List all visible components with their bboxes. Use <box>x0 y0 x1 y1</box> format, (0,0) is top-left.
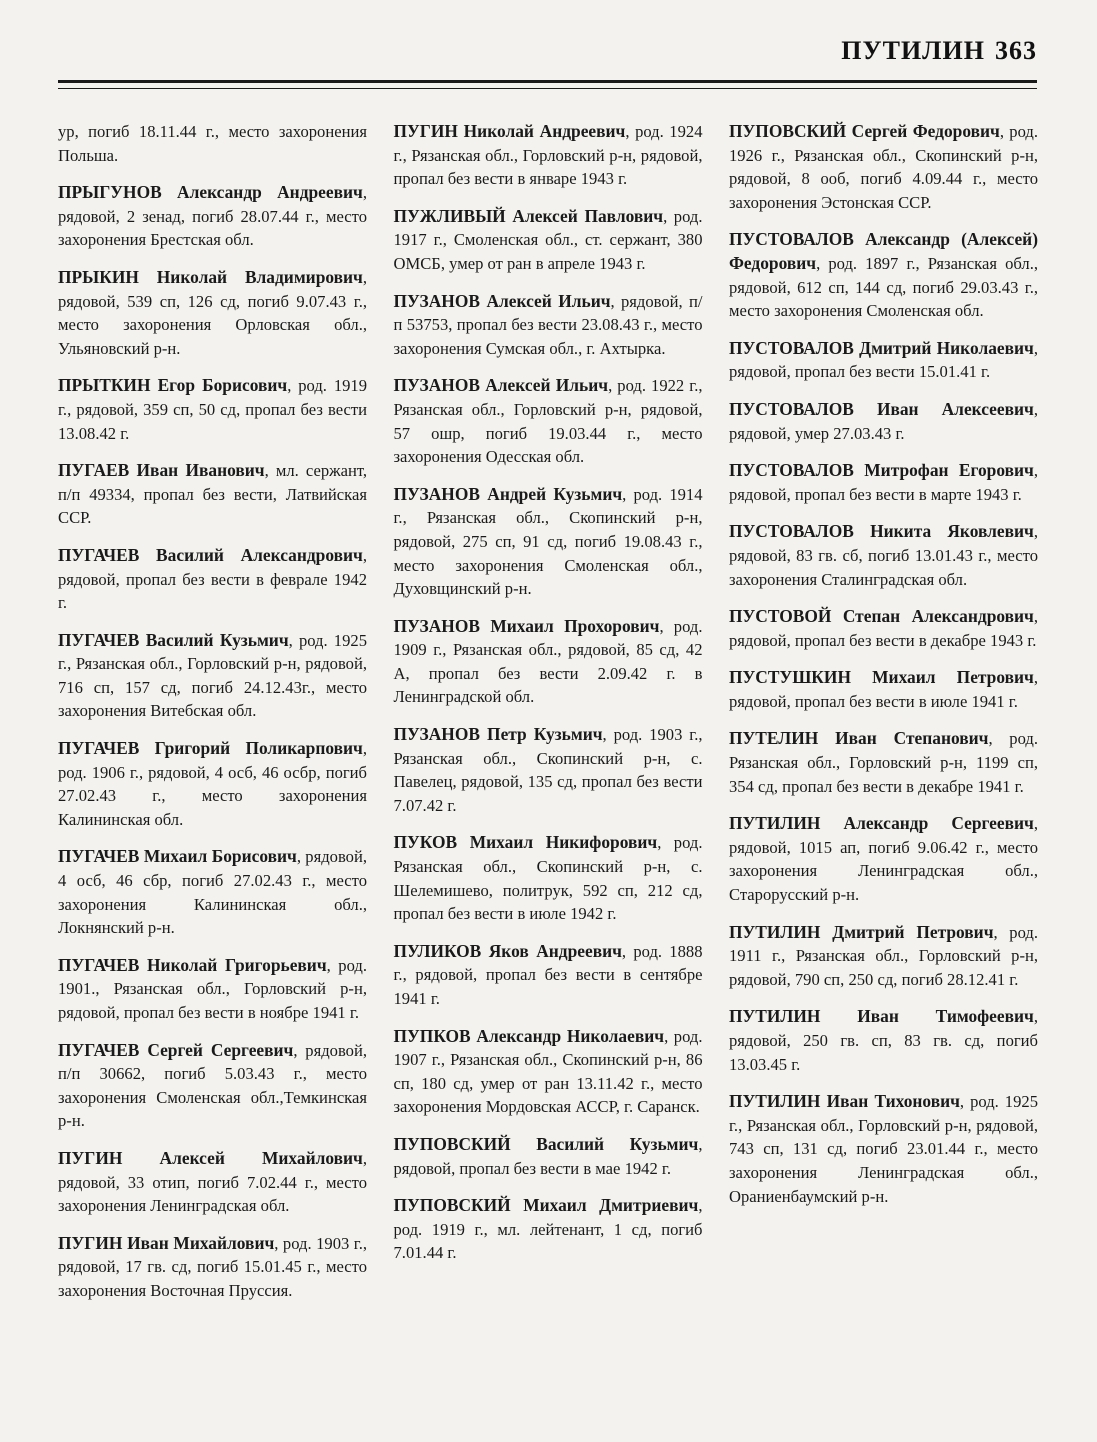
entry-text: , рядовой, пропал без вести в мае 1942 г. <box>393 1134 703 1178</box>
entry <box>729 921 1038 992</box>
header-rule-thin <box>58 88 1037 89</box>
entry-text: , рядовой, пропал без вести в марте 1943 г. <box>729 461 1038 504</box>
entry-text: , рядовой, 83 гв. сб, погиб 13.01.43 г., место захоронения Сталинградская обл. <box>729 522 1038 589</box>
entry-name: ПУТЕЛИН Иван Степанович <box>729 728 989 749</box>
entry <box>394 615 703 709</box>
column-2 <box>394 120 703 1317</box>
entry <box>394 940 703 1011</box>
entry <box>58 1232 367 1303</box>
entry-text: , род. 1925 г., Рязанская обл., Горловский р-н, рядовой, 743 сп, 131 сд, погиб 23.01.44 г., место захоронения Ленинградская обл., Ораниенбаумский р-н. <box>729 1092 1038 1206</box>
entry-text: , рядовой, пропал без вести 15.01.41 г. <box>729 338 1038 382</box>
entry-text: , рядовой, умер 27.03.43 г. <box>729 399 1038 443</box>
entry <box>729 398 1038 445</box>
entry <box>58 120 367 167</box>
entry-text: , род. 1922 г., Рязанская обл., Горловский р-н, рядовой, 57 ошр, погиб 19.03.44 г., место захоронения Одесская обл. <box>393 376 703 467</box>
entry-text: , рядовой, 250 гв. сп, 83 гв. сд, погиб 13.03.45 г. <box>729 1007 1038 1074</box>
entry-text: , рядовой, пропал без вести в феврале 1942 г. <box>58 545 367 613</box>
entry-name: ПУЗАНОВ Петр Кузьмич <box>393 724 603 745</box>
entry-name: ПУЛИКОВ Яков Андреевич <box>393 940 622 961</box>
entry-text: ур, погиб 18.11.44 г., место захоронения Польша. <box>58 122 367 165</box>
entry-name: ПУСТУШКИН Михаил Петрович <box>729 667 1034 688</box>
entry-name: ПУПОВСКИЙ Василий Кузьмич <box>393 1133 699 1154</box>
column-3 <box>729 120 1038 1317</box>
entry-text: , род. 1903 г., рядовой, 17 гв. сд, погиб 15.01.45 г., место захоронения Восточная Пруссия. <box>58 1233 368 1300</box>
entry-text: , мл. сержант, п/п 49334, пропал без вести, Латвийская ССР. <box>58 461 367 528</box>
entry-name: ПУТИЛИН Александр Сергеевич <box>729 813 1034 834</box>
entry-name: ПРЫГУНОВ Александр Андреевич <box>58 182 363 203</box>
running-head <box>841 36 1037 66</box>
entry <box>729 459 1038 506</box>
entry <box>394 120 703 191</box>
entry-name: ПУСТОВАЛОВ Никита Яковлевич <box>729 521 1034 542</box>
entry <box>394 290 703 361</box>
entry-text: , род. 1925 г., Рязанская обл., Горловский р-н, рядовой, 716 сп, 157 сд, погиб 24.12.43г., место захоронения Витебская обл. <box>58 630 367 721</box>
entry-name: ПУТИЛИН Дмитрий Петрович <box>729 921 994 942</box>
entry <box>394 831 703 925</box>
entry <box>729 337 1038 384</box>
entry-name: ПУСТОВАЛОВ Дмитрий Николаевич <box>729 337 1034 358</box>
entry <box>394 374 703 468</box>
entry-name: ПУСТОВАЛОВ Иван Алексеевич <box>729 398 1034 419</box>
entry <box>58 954 367 1025</box>
entry <box>729 727 1038 798</box>
entry-name: ПУГИН Николай Андреевич <box>393 121 626 141</box>
entry-name: ПУПОВСКИЙ Сергей Федорович <box>729 121 1000 141</box>
entry-name: ПУПОВСКИЙ Михаил Дмитриевич <box>393 1195 699 1216</box>
entry <box>394 1194 703 1265</box>
entry-name: ПУГАЧЕВ Василий Александрович <box>58 544 363 565</box>
entry-text: , род. Рязанская обл., Горловский р-н, 1199 сп, 354 сд, пропал без вести в декабре 1941 г. <box>729 729 1038 796</box>
entry <box>729 228 1038 322</box>
entry-text: , род. 1909 г., Рязанская обл., рядовой, 85 сд, 42 А, пропал без вести 2.09.42 г. в Ленинградской обл. <box>393 616 703 707</box>
entry <box>729 605 1038 652</box>
entry-text: , род. Рязанская обл., Скопинский р-н, с. Шелемишево, политрук, 592 сп, 212 сд, пропал без вести в июле 1942 г. <box>393 833 703 924</box>
entry-text: , рядовой, пропал без вести в декабре 1943 г. <box>729 607 1038 650</box>
entry-text: , род. 1911 г., Рязанская обл., Горловский р-н, рядовой, 790 сп, 250 сд, погиб 28.12.41 г. <box>729 922 1038 989</box>
entry <box>58 845 367 939</box>
entry-name: ПУГИН Иван Михайлович <box>58 1232 275 1253</box>
header-title: ПУТИЛИН <box>841 36 985 65</box>
entry <box>729 120 1038 214</box>
entry-name: ПУЗАНОВ Михаил Прохорович <box>393 615 660 636</box>
entry <box>394 483 703 601</box>
entry-text: , рядовой, 1015 ап, погиб 9.06.42 г., место захоронения Ленинградская обл., Старорусский р-н. <box>729 814 1038 905</box>
entry <box>394 1133 703 1180</box>
entry-name: ПУСТОВОЙ Степан Александрович <box>729 606 1034 627</box>
entry-text: , рядовой, 2 зенад, погиб 28.07.44 г., место захоронения Брестская обл. <box>58 183 367 250</box>
entry-text: , рядовой, 33 отип, погиб 7.02.44 г., место захоронения Ленинградская обл. <box>58 1148 367 1216</box>
entry-name: ПУГАЧЕВ Василий Кузьмич <box>58 629 289 650</box>
entry-name: ПРЫТКИН Егор Борисович <box>58 375 288 396</box>
entry <box>729 1005 1038 1076</box>
entry <box>58 266 367 360</box>
entry-text: , род. 1926 г., Рязанская обл., Скопинский р-н, рядовой, 8 ооб, погиб 4.09.44 г., место захоронения Эстонская ССР. <box>729 122 1038 212</box>
entry-text: , род. 1897 г., Рязанская обл., рядовой, 612 сп, 144 сд, погиб 29.03.43 г., место захоронения Смоленская обл. <box>729 253 1038 321</box>
entry-text: , род. 1917 г., Смоленская обл., ст. сержант, 380 ОМСБ, умер от ран в апреле 1943 г. <box>393 206 703 273</box>
entry <box>729 1090 1038 1208</box>
entry-text: , род. 1901., Рязанская обл., Горловский р-н, рядовой, пропал без вести в ноябре 1941 г. <box>58 955 367 1022</box>
entry <box>58 374 367 445</box>
column-1 <box>58 120 367 1317</box>
entry <box>58 629 367 723</box>
entry <box>394 723 703 817</box>
entry-name: ПУСТОВАЛОВ Митрофан Егорович <box>729 460 1034 481</box>
entry-name: ПУЖЛИВЫЙ Алексей Павлович <box>393 205 664 226</box>
entry-text: , род. 1888 г., рядовой, пропал без вести в сентябре 1941 г. <box>393 941 703 1008</box>
entry <box>58 459 367 530</box>
entry-name: ПУГАЧЕВ Михаил Борисович <box>58 846 297 867</box>
entry-text: , род. 1906 г., рядовой, 4 осб, 46 осбр, погиб 27.02.43 г., место захоронения Калининская обл. <box>58 739 367 829</box>
entry-name: ПРЫКИН Николай Владимирович <box>58 266 363 287</box>
entry-text: , род. 1907 г., Рязанская обл., Скопинский р-н, 86 сп, 180 сд, умер от ран 13.11.42 г., место захоронения Мордовская АССР, г. Саранск. <box>393 1026 703 1117</box>
entry-text: , род. 1903 г., Рязанская обл., Скопинский р-н, с. Павелец, рядовой, 135 сд, пропал без вести 7.07.42 г. <box>393 725 703 815</box>
entry <box>394 1025 703 1119</box>
entry <box>729 520 1038 591</box>
entry-text: , род. 1924 г., Рязанская обл., Горловский р-н, рядовой, пропал без вести в январе 1943 г. <box>393 122 703 189</box>
page-number: 363 <box>995 36 1037 65</box>
entry <box>58 1039 367 1133</box>
entry-name: ПУЗАНОВ Алексей Ильич <box>393 290 611 311</box>
entry-text: , рядовой, 4 осб, 46 сбр, погиб 27.02.43 г., место захоронения Калининская обл., Локнянский р-н. <box>58 847 368 938</box>
entry <box>729 666 1038 713</box>
entry-text: , род. 1919 г., рядовой, 359 сп, 50 сд, пропал без вести 13.08.42 г. <box>58 376 368 443</box>
header-rule-thick <box>58 80 1037 83</box>
entry-name: ПУТИЛИН Иван Тимофеевич <box>729 1006 1034 1027</box>
entry <box>58 181 367 252</box>
entry <box>58 1147 367 1218</box>
entry-text: , рядовой, 539 сп, 126 сд, погиб 9.07.43 г., место захоронения Орловская обл., Ульяновский р-н. <box>58 267 367 358</box>
entry <box>729 812 1038 906</box>
entry-name: ПУЗАНОВ Андрей Кузьмич <box>393 483 623 504</box>
entry-name: ПУГИН Алексей Михайлович <box>58 1147 363 1168</box>
entry-text: , рядовой, п/п 53753, пропал без вести 23.08.43 г., место захоронения Сумская обл., г. Ахтырка. <box>393 291 703 358</box>
entry-name: ПУГАЧЕВ Сергей Сергеевич <box>58 1039 294 1060</box>
entry-text: , род. 1914 г., Рязанская обл., Скопинский р-н, рядовой, 275 сп, 91 сд, погиб 19.08.43 г., место захоронения Смоленская обл., Духовщинский р-н. <box>393 484 703 599</box>
entry-name: ПУГАЧЕВ Николай Григорьевич <box>58 954 327 975</box>
entry-name: ПУСТОВАЛОВ Александр (Алексей) Федорович <box>729 229 1038 273</box>
entry-name: ПУКОВ Михаил Никифорович <box>393 832 658 853</box>
entry <box>394 205 703 276</box>
entry-name: ПУТИЛИН Иван Тихонович <box>729 1091 960 1112</box>
entry-text: , род. 1919 г., мл. лейтенант, 1 сд, погиб 7.01.44 г. <box>393 1196 703 1263</box>
entry-name: ПУГАЕВ Иван Иванович <box>58 460 265 481</box>
entry-text: , рядовой, п/п 30662, погиб 5.03.43 г., место захоронения Смоленская обл.,Темкинская р-н. <box>58 1040 368 1131</box>
entry-name: ПУЗАНОВ Алексей Ильич <box>393 375 609 396</box>
entry-name: ПУПКОВ Александр Николаевич <box>393 1025 665 1046</box>
entry <box>58 544 367 615</box>
entry-name: ПУГАЧЕВ Григорий Поликарпович <box>58 738 363 759</box>
entry <box>58 737 367 831</box>
entry-text: , рядовой, пропал без вести в июле 1941 г. <box>729 668 1038 711</box>
text-columns <box>58 120 1038 1317</box>
